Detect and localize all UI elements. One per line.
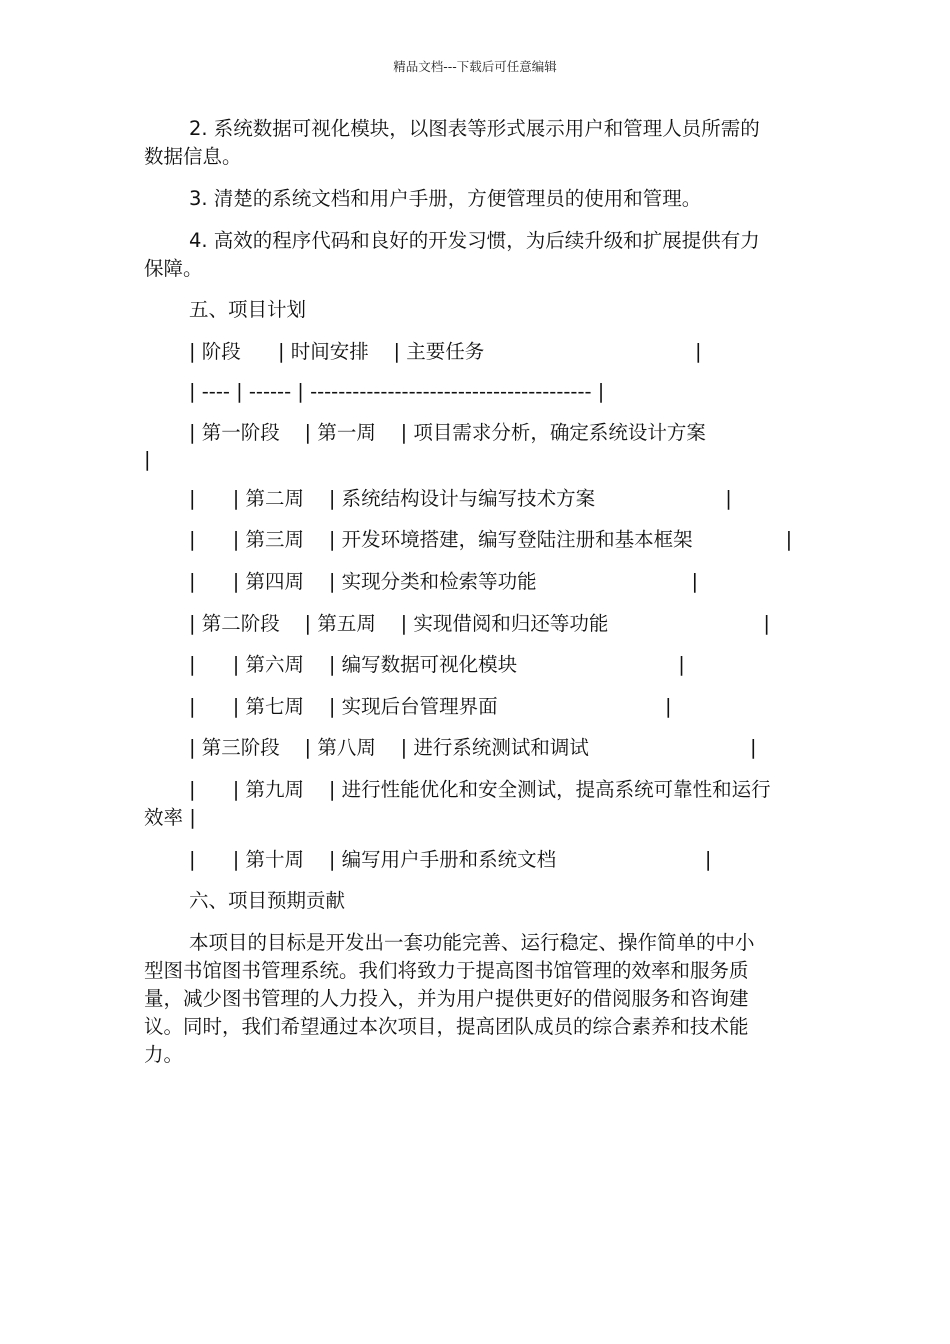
table-row: | | 第六周 | 编写数据可视化模块 | [189, 653, 685, 676]
table-header-row: | 阶段 | 时间安排 | 主要任务 | [189, 340, 702, 363]
text-line: 数据信息。 [144, 145, 242, 168]
table-row: | | 第十周 | 编写用户手册和系统文档 | [189, 848, 712, 871]
text-line: 议。同时，我们希望通过本次项目，提高团队成员的综合素养和技术能 [144, 1015, 749, 1038]
text-line: 保障。 [144, 257, 203, 280]
table-row: | 第三阶段 | 第八周 | 进行系统测试和调试 | [189, 736, 757, 759]
table-row: | | 第三周 | 开发环境搭建，编写登陆注册和基本框架 | [189, 528, 793, 551]
text-line: 型图书馆图书管理系统。我们将致力于提高图书馆管理的效率和服务质 [144, 959, 749, 982]
table-row-continuation: | [144, 448, 151, 471]
text-line: 4. 高效的程序代码和良好的开发习惯，为后续升级和扩展提供有力 [189, 229, 760, 252]
text-line: 2. 系统数据可视化模块，以图表等形式展示用户和管理人员所需的 [189, 117, 760, 140]
table-row: | | 第七周 | 实现后台管理界面 | [189, 695, 672, 718]
table-row: | | 第四周 | 实现分类和检索等功能 | [189, 570, 699, 593]
table-row: | 第一阶段 | 第一周 | 项目需求分析，确定系统设计方案 [189, 421, 706, 444]
section-heading: 六、项目预期贡献 [189, 889, 346, 912]
section-heading: 五、项目计划 [189, 298, 307, 321]
page-header: 精品文档---下载后可任意编辑 [393, 59, 557, 74]
text-line: 力。 [144, 1043, 184, 1066]
text-line: 3. 清楚的系统文档和用户手册，方便管理员的使用和管理。 [189, 187, 702, 210]
text-line: 量，减少图书管理的人力投入，并为用户提供更好的借阅服务和咨询建 [144, 987, 749, 1010]
table-row: | | 第九周 | 进行性能优化和安全测试，提高系统可靠性和运行 [189, 778, 771, 801]
table-row: | | 第二周 | 系统结构设计与编写技术方案 | [189, 487, 732, 510]
text-line: 本项目的目标是开发出一套功能完善、运行稳定、操作简单的中小 [189, 931, 755, 954]
table-row: | 第二阶段 | 第五周 | 实现借阅和归还等功能 | [189, 612, 770, 635]
table-separator-row: | ---- | ------ | ---------------------------------------- | [189, 380, 605, 403]
table-row-continuation: 效率 | [144, 806, 196, 829]
